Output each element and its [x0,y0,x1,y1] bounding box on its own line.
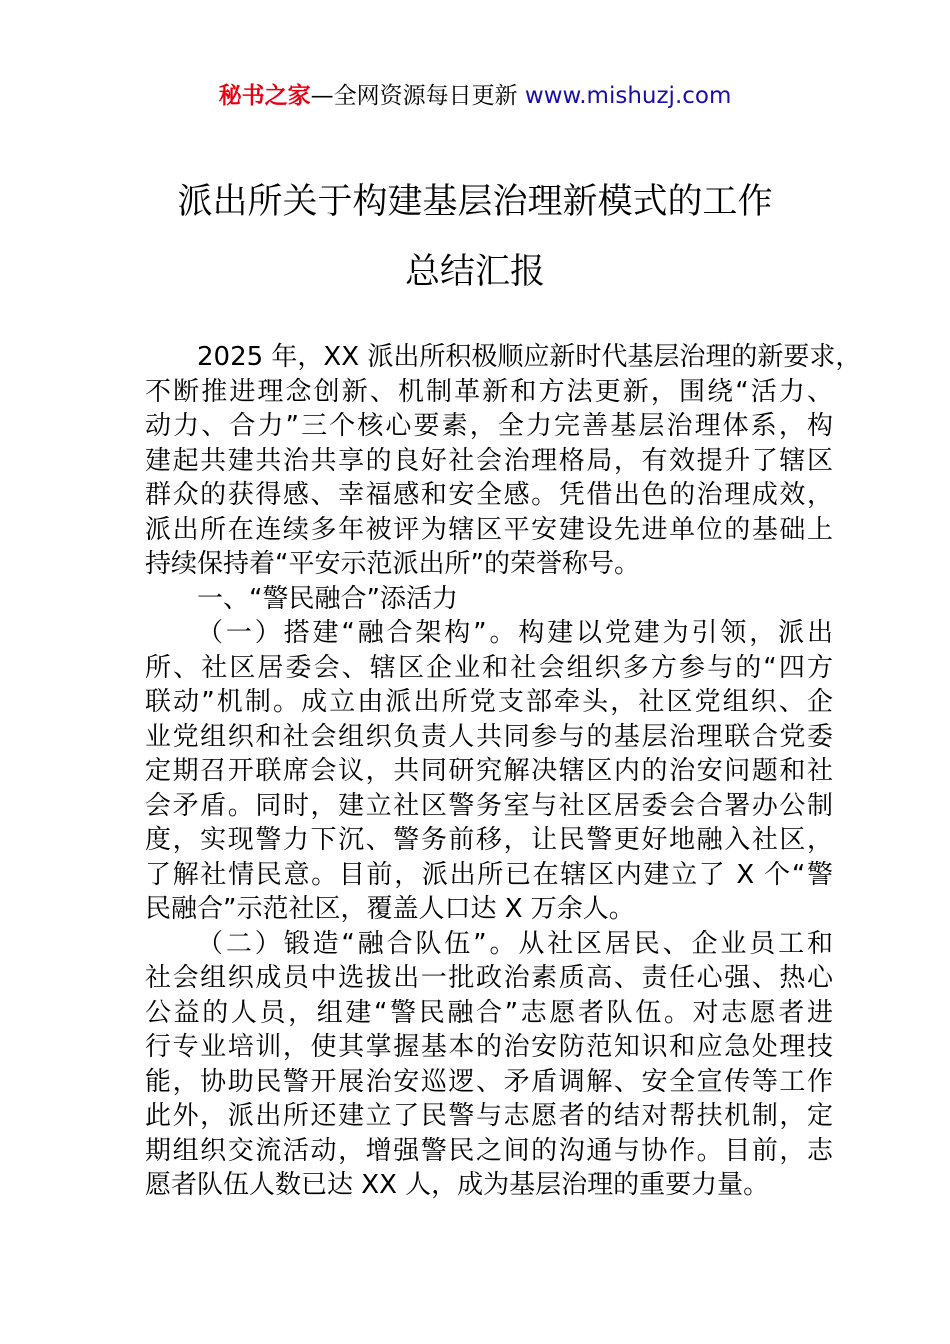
document-title-line-1: 派出所关于构建基层治理新模式的工作 [177,182,773,222]
body-line: 持续保持着“平安示范派出所”的荣誉称号。 [145,549,640,579]
body-line: 动力、合力”三个核心要素，全力完善基层治理体系，构 [145,411,833,441]
body-line: 期组织交流活动，增强警民之间的沟通与协作。目前，志 [145,1135,833,1166]
body-line: 会矛盾。同时，建立社区警务室与社区居委会合署办公制 [145,790,833,821]
section-heading: 一、“警民融合”添活力 [197,583,458,614]
body-line: 定期召开联席会议，共同研究解决辖区内的治安问题和社 [145,756,833,786]
document-title-line-2: 总结汇报 [404,252,545,292]
body-line: 行专业培训，使其掌握基本的治安防范知识和应急处理技 [145,1032,833,1062]
site-tagline: —全网资源每日更新 [310,83,525,109]
body-line: 联动”机制。成立由派出所党支部牵头，社区党组织、企 [145,687,833,717]
body-line: 派出所在连续多年被评为辖区平安建设先进单位的基础上 [145,514,833,545]
body-line: 了解社情民意。目前，派出所已在辖区内建立了 X 个“警 [145,859,833,890]
body-line: 度，实现警力下沉、警务前移，让民警更好地融入社区， [145,825,833,855]
body-line: （二）锻造“融合队伍”。从社区居民、企业员工和 [197,928,833,959]
body-line: 业党组织和社会组织负责人共同参与的基层治理联合党委 [145,721,833,752]
body-line: 社会组织成员中选拔出一批政治素质高、责任心强、热心 [145,963,833,993]
site-url-link[interactable]: www.mishuzj.com [524,83,732,109]
body-line: 愿者队伍人数已达 XX 人，成为基层治理的重要力量。 [145,1170,770,1200]
body-line: 2025 年，XX 派出所积极顺应新时代基层治理的新要求， [197,342,862,372]
site-name: 秘书之家 [218,83,311,109]
body-line: 此外，派出所还建立了民警与志愿者的结对帮扶机制，定 [145,1101,833,1131]
body-line: 民融合”示范社区，覆盖人口达 X 万余人。 [145,894,635,924]
body-line: 能，协助民警开展治安巡逻、矛盾调解、安全宣传等工作 [145,1066,833,1097]
body-line: 所、社区居委会、辖区企业和社会组织多方参与的“四方 [145,652,833,683]
body-line: 建起共建共治共享的良好社会治理格局，有效提升了辖区 [145,445,833,476]
body-line: 群众的获得感、幸福感和安全感。凭借出色的治理成效， [145,480,833,510]
document-body [145,340,862,1203]
body-line: （一）搭建“融合架构”。构建以党建为引领，派出 [197,618,833,648]
body-line: 公益的人员，组建“警民融合”志愿者队伍。对志愿者进 [145,997,833,1028]
body-line: 不断推进理念创新、机制革新和方法更新，围绕“活力、 [145,376,833,407]
site-header [0,80,950,112]
